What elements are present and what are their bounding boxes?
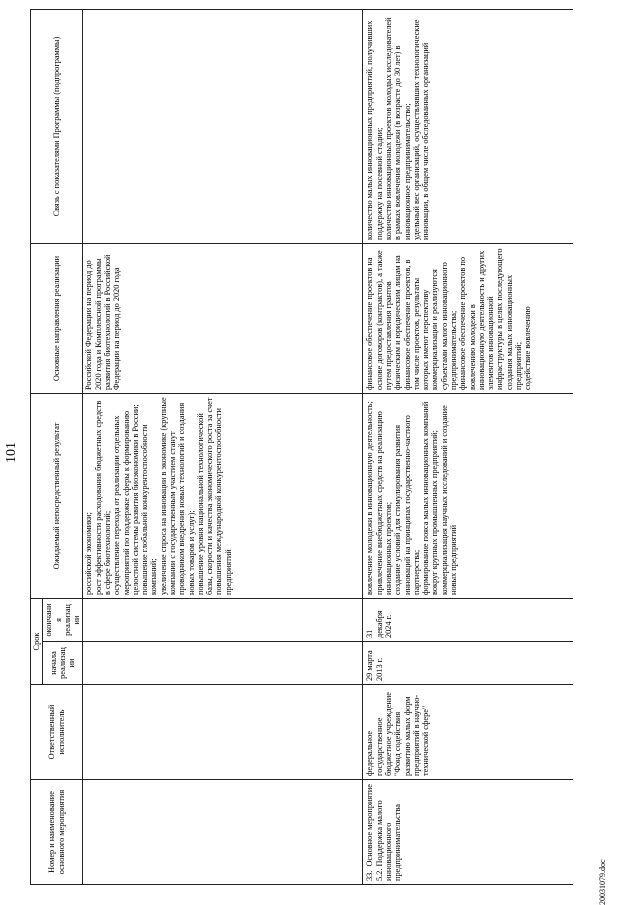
row-result: российской экономики; рост эффективности расходования бюджетных средств в сфере биотехнологий; осуществление перехода от реализации отдельных мероприятий по поддержке сферы к формированию целостной системы развития биоэкономики в России; повышение глобальной конкурентоспособности компаний; увеличение спроса на инновации в экономике (крупные компании с государственным участием станут проводником внедрения новых технологий и создания новых товаров и услуг); повышение уровня национальной технологической базы, скорости и качества экономического роста за счет повышения международной конкурентоспособности предприятий [83,394,363,599]
row-link: количество малых инновационных предприятий, получивших поддержку на посевной стадии; количество инновационных проектов молодых исследователей в рамках вовлечения молодежи (в возрасте до 30 лет) в инновационное предпринимательство; удельный вес организаций, осуществлявших технологические инновации, в общем числе обследованных организаций [363,10,573,244]
header-directions: Основные направления реализации [31,244,83,394]
table-row [83,10,363,885]
row-executor: федеральное государственное бюджетное учреждение "Фонд содействия развитию малых форм предприятий в научно-технической сфере" [363,685,573,780]
row-directions: финансовое обеспечение проектов на основе договоров (контрактов), а также путем предоставления грантов физическим и юридическим лицам на финансовое обеспечение проектов, в том числе проектов, результаты которых имеют перспективу коммерциализации и реализуются субъектами малого инновационного предпринимательства; финансовое обеспечение проектов по вовлечению молодежи в инновационную деятельность и других элементов инновационной инфраструктуры в целях последующего создания малых инновационных предприятий; содействие вовлечению [363,244,573,394]
row-executor [83,685,363,780]
header-term-end: окончания реализации [43,599,83,642]
header-expected-result: Ожидаемый непосредственный результат [31,394,83,599]
row-start: 29 марта 2013 г. [363,642,573,685]
table-row [363,10,573,885]
header-number-name: Номер и наименование основного мероприятия [31,780,83,885]
row-number-name [83,780,363,885]
row-start [83,642,363,685]
row-end: 31 декабря 2024 г. [363,599,573,642]
row-link [83,10,363,244]
header-link: Связь с показателями Программы (подпрограммы) [31,10,83,244]
footer-filename: 20031079.doc [598,859,607,905]
measures-table [30,9,573,885]
header-executor: Ответственный исполнитель [31,685,83,780]
row-number-name [363,780,573,885]
row-directions: Российской Федерации на период до 2020 года и Комплексной программы развития биотехнологий в Российской Федерации на период до 2020 года [83,244,363,394]
row-number: 33. [365,870,375,881]
header-row [31,10,43,885]
header-term: Срок [31,599,43,685]
row-result: вовлечение молодежи в инновационную деятельность; привлечение внебюджетных средств на реализацию инновационных проектов; создание условий для стимулирования развития инноваций на принципах государственно-частного партнерства; формирование пояса малых инновационных компаний вокруг крупных промышленных предприятий; коммерциализация научных исследований и создание новых предприятий [363,394,573,599]
header-term-start: начала реализации [43,642,83,685]
row-end [83,599,363,642]
page-number: 101 [4,442,19,463]
row-name: Основное мероприятие 5.2. Поддержка малого инновационного предпринимательства [365,784,403,881]
